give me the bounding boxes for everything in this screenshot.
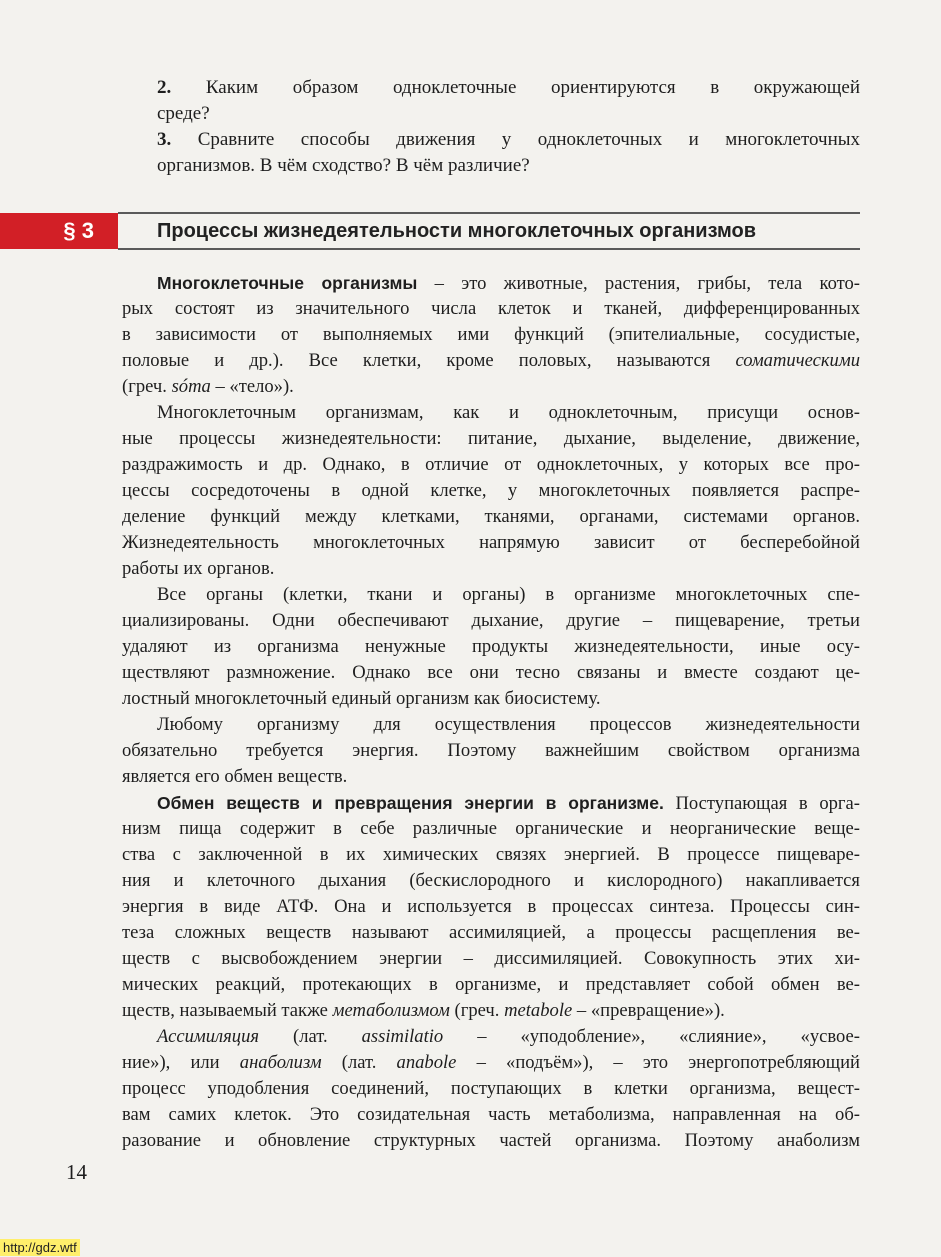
paragraph [122,582,860,712]
text-segment: мических реакций, протекающих в организме, и представляет собой обмен ве- [122,974,860,995]
body-text [122,270,860,1154]
italic-term: anabole [396,1052,457,1073]
text-segment: является его обмен веществ. [122,766,348,787]
text-line [122,738,860,764]
text-segment: энергия в виде АТФ. Она и используется в процессах синтеза. Процессы син- [122,896,860,917]
text-line [122,348,860,374]
italic-term: assimilatio [361,1026,444,1047]
paragraph [122,1024,860,1154]
text-segment: (лат. [259,1026,362,1047]
text-segment: среде? [157,103,210,124]
bold-term: Многоклеточные организмы [157,273,418,293]
text-line [157,127,860,153]
text-line [122,530,860,556]
question-3 [157,127,860,179]
text-segment: (греч. [449,1000,505,1021]
text-line [122,1076,860,1102]
text-line [122,374,860,400]
italic-term: Ассимиляция [157,1026,260,1047]
italic-term: соматическими [735,350,860,371]
heading-rule-bottom [118,248,860,250]
text-line [122,426,860,452]
text-segment: в зависимости от выполняемых ими функций (эпителиальные, сосудистые, [122,324,860,345]
text-segment: (лат. [321,1052,397,1073]
text-segment: – «подъём»), – это энергопотребляющий [456,1052,860,1073]
text-line [122,712,860,738]
text-line [122,1128,860,1154]
text-segment: ществ с высвобождением энергии – диссимиляцией. Совокупность этих хи- [122,948,860,969]
text-line [157,101,860,127]
text-line [122,998,860,1024]
text-segment: Поступающая в орга- [663,793,861,814]
text-segment: – это животные, растения, грибы, тела кото- [417,273,860,294]
text-line [122,972,860,998]
text-line [157,75,860,101]
italic-term: sóma [171,376,211,397]
text-segment: работы их органов. [122,558,275,579]
text-line [122,452,860,478]
text-line [122,400,860,426]
text-segment: Любому организму для осуществления процессов жизнедеятельности [157,714,860,735]
text-segment: Многоклеточным организмам, как и одноклеточным, присущи основ- [157,402,860,423]
text-line [122,1102,860,1128]
text-segment: удаляют из организма ненужные продукты жизнедеятельности, иные осу- [122,636,860,657]
text-line [122,634,860,660]
text-segment: цессы сосредоточены в одной клетке, у многоклеточных появляется распре- [122,480,860,501]
paragraph [122,400,860,582]
text-line [122,686,860,712]
text-segment: Все органы (клетки, ткани и органы) в организме многоклеточных спе- [157,584,860,605]
section-heading [0,212,860,250]
text-line [122,790,860,816]
section-title: Процессы жизнедеятельности многоклеточных организмов [157,220,757,242]
text-line [122,608,860,634]
text-segment: ществ, называемый также [122,1000,333,1021]
text-segment: ства с заключенной в их химических связях энергией. В процессе пищеваре- [122,844,860,865]
text-line [122,894,860,920]
text-segment: ществляют размножение. Однако все они тесно связаны и вместе создают це- [122,662,860,683]
text-line [122,946,860,972]
text-line [122,1050,860,1076]
text-segment: теза сложных веществ называют ассимиляцией, а процессы расщепления ве- [122,922,860,943]
text-line [157,153,860,179]
text-segment: (греч. [122,376,172,397]
italic-term: metabole [504,1000,573,1021]
text-segment: организмов. В чём сходство? В чём различие? [157,155,530,176]
paragraph [122,712,860,790]
text-line [122,504,860,530]
text-segment: лостный многоклеточный единый организм как биосистему. [122,688,601,709]
text-line [122,660,860,686]
italic-term: анаболизм [239,1052,322,1073]
paragraph [122,270,860,400]
text-line [122,868,860,894]
heading-rule-top [118,212,860,214]
text-segment: – «превращение»). [572,1000,725,1021]
text-line [122,764,860,790]
text-segment: ные процессы жизнедеятельности: питание, дыхание, выделение, движение, [122,428,860,449]
text-line [122,556,860,582]
text-segment: вам самих клеток. Это созидательная часть метаболизма, направленная на об- [122,1104,860,1125]
bold-term: 3. [157,129,172,150]
text-segment: низм пища содержит в себе различные органические и неорганические веще- [122,818,860,839]
text-line [122,478,860,504]
section-number-badge: § 3 [0,213,118,249]
bold-term: Обмен веществ и превращения энергии в организме. [157,793,664,813]
text-segment: обязательно требуется энергия. Поэтому важнейшим свойством организма [122,740,860,761]
text-line [122,1024,860,1050]
paragraph [122,790,860,1024]
text-segment: процесс уподобления соединений, поступающих в клетки организма, вещест- [122,1078,860,1099]
text-segment: Каким образом одноклеточные ориентируются в окружающей [171,77,860,98]
text-segment: ние»), или [122,1052,240,1073]
text-line [122,296,860,322]
text-segment: – «тело»). [210,376,294,397]
text-line [122,816,860,842]
text-segment: Сравните способы движения у одноклеточных и многоклеточных [171,129,860,150]
text-segment: раздражимость и др. Однако, в отличие от одноклеточных, у которых все про- [122,454,860,475]
watermark-link[interactable]: http://gdz.wtf [0,1239,80,1256]
text-segment: половые и др.). Все клетки, кроме половых, называются [122,350,736,371]
text-segment: циализированы. Одни обеспечивают дыхание, другие – пищеварение, третьи [122,610,860,631]
italic-term: метаболизмом [332,1000,450,1021]
text-segment: Жизнедеятельность многоклеточных напрямую зависит от бесперебойной [122,532,860,553]
page-number: 14 [66,1160,87,1184]
text-segment: – «уподобление», «слияние», «усвое- [443,1026,860,1047]
text-segment: ния и клеточного дыхания (бескислородного и кислородного) накапливается [122,870,860,891]
text-line [122,270,860,296]
text-segment: разование и обновление структурных частей организма. Поэтому анаболизм [122,1130,860,1151]
text-line [122,920,860,946]
text-segment: рых состоят из значительного числа клеток и тканей, дифференцированных [122,298,860,319]
bold-term: 2. [157,77,172,98]
text-segment: деление функций между клетками, тканями, органами, системами органов. [122,506,860,527]
text-line [122,582,860,608]
text-line [122,322,860,348]
question-2 [157,75,860,127]
text-line [122,842,860,868]
